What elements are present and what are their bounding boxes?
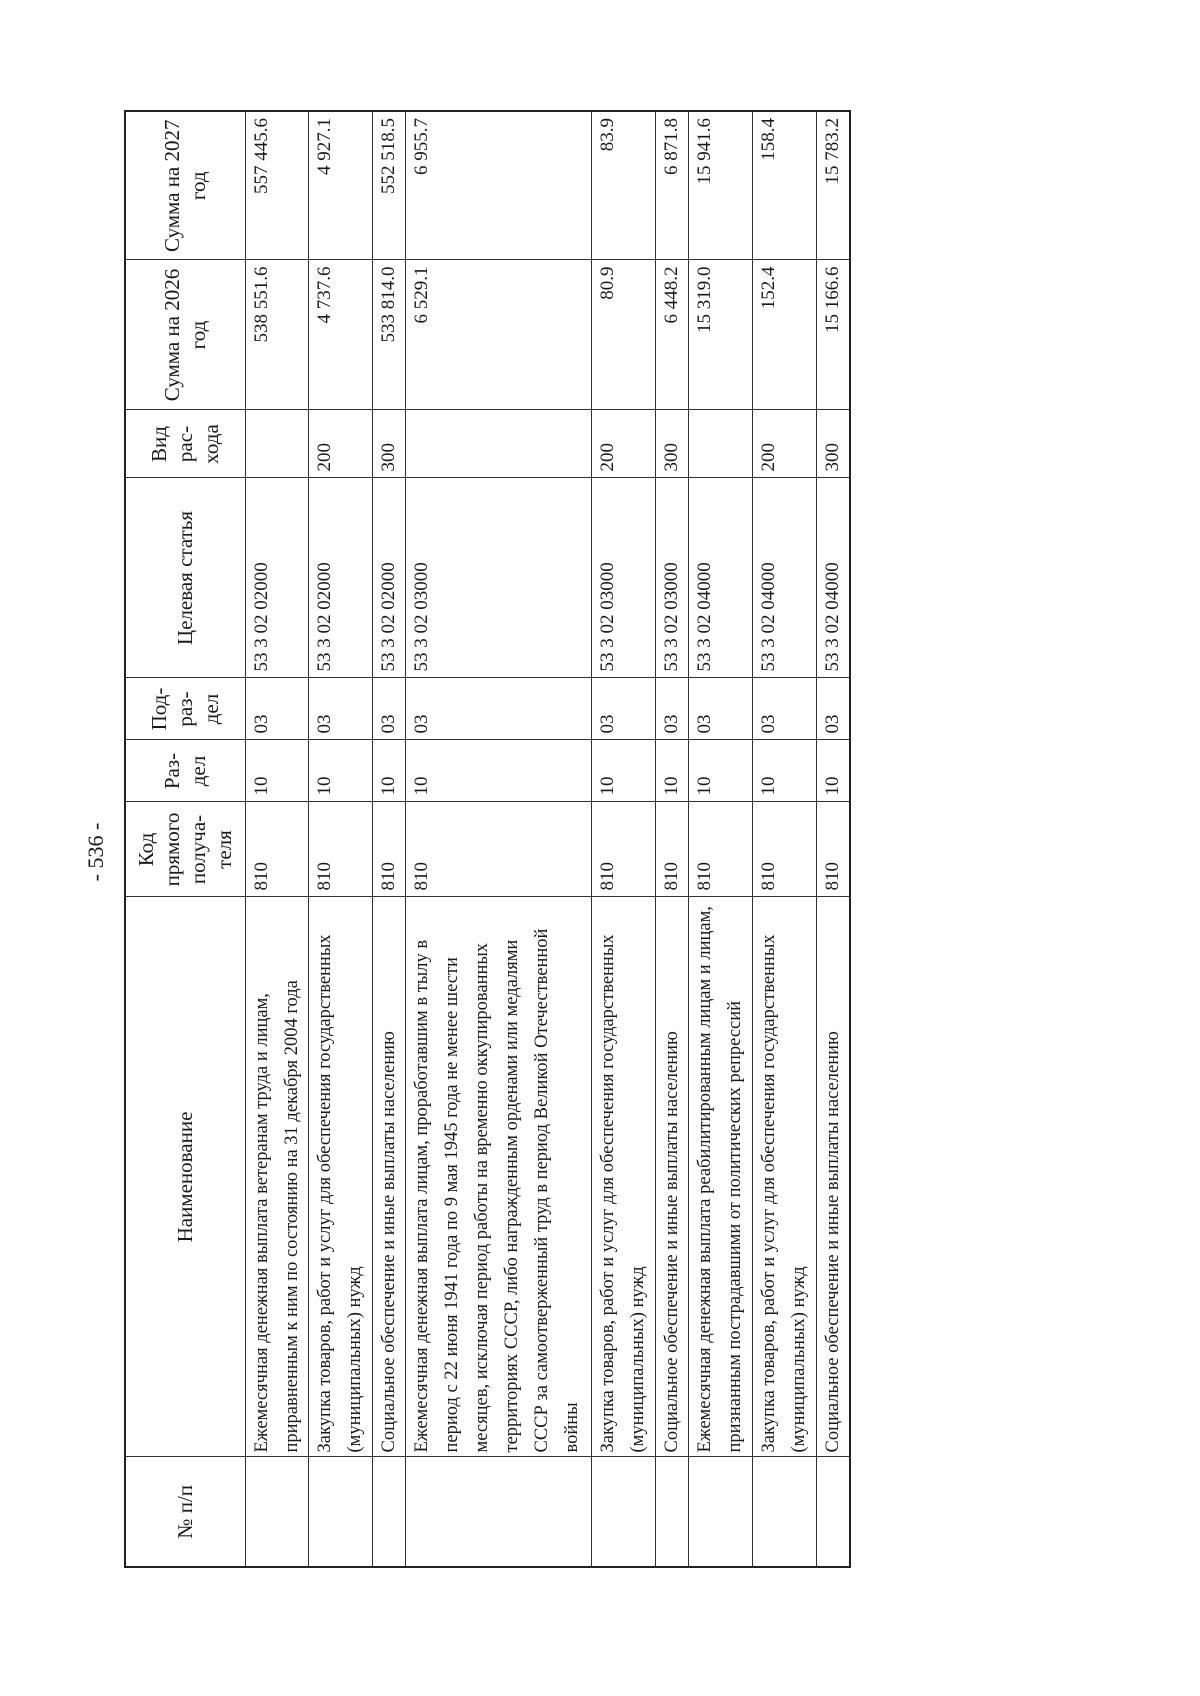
cell-podrazdel: 03 [245,678,309,740]
cell-statya: 53 3 02 04000 [752,478,816,678]
header-statya: Целевая статья [125,478,245,678]
table-row [688,111,752,1567]
cell-code: 810 [591,802,655,897]
cell-code: 810 [688,802,752,897]
cell-statya: 53 3 02 02000 [245,478,309,678]
cell-sum2027: 83.9 [591,111,655,260]
header-code: Код прямого получа-теля [125,802,245,897]
cell-razdel: 10 [373,740,406,802]
cell-sum2027: 15 783.2 [816,111,850,260]
cell-razdel: 10 [591,740,655,802]
header-sum2027: Сумма на 2027 год [125,111,245,260]
cell-num [406,1457,591,1567]
cell-code: 810 [245,802,309,897]
cell-sum2026: 533 814.0 [373,260,406,410]
cell-podrazdel: 03 [816,678,850,740]
cell-code: 810 [309,802,373,897]
cell-num [245,1457,309,1567]
cell-podrazdel: 03 [373,678,406,740]
cell-sum2026: 6 448.2 [655,260,688,410]
cell-podrazdel: 03 [309,678,373,740]
cell-razdel: 10 [816,740,850,802]
table-row [245,111,309,1567]
table-row [655,111,688,1567]
cell-name: Ежемесячная денежная выплата лицам, проработавшим в тылу в период с 22 июня 1941 года по 9 мая 1945 года не менее шести месяцев, исключая период работы на временно оккупированных территориях СССР, либо награжденным орденами или медалями СССР за самоотверженный труд в период Великой Отечественной войны [406,897,591,1457]
header-razdel: Раз-дел [125,740,245,802]
table-row [752,111,816,1567]
cell-code: 810 [752,802,816,897]
cell-sum2026: 538 551.6 [245,260,309,410]
cell-statya: 53 3 02 03000 [655,478,688,678]
cell-razdel: 10 [752,740,816,802]
cell-statya: 53 3 02 03000 [406,478,591,678]
cell-num [752,1457,816,1567]
header-name: Наименование [125,897,245,1457]
cell-statya: 53 3 02 04000 [688,478,752,678]
cell-name: Социальное обеспечение и иные выплаты населению [373,897,406,1457]
table-row [406,111,591,1567]
cell-name: Закупка товаров, работ и услуг для обеспечения государственных (муниципальных) нужд [309,897,373,1457]
cell-vid [406,410,591,478]
cell-code: 810 [816,802,850,897]
cell-vid [245,410,309,478]
header-vid: Вид рас-хода [125,410,245,478]
cell-sum2027: 4 927.1 [309,111,373,260]
cell-num [688,1457,752,1567]
cell-name: Закупка товаров, работ и услуг для обеспечения государственных (муниципальных) нужд [591,897,655,1457]
cell-sum2026: 15 319.0 [688,260,752,410]
table-row [816,111,850,1567]
cell-name: Ежемесячная денежная выплата ветеранам труда и лицам, приравненным к ним по состоянию на 31 декабря 2004 года [245,897,309,1457]
cell-num [816,1457,850,1567]
cell-sum2027: 15 941.6 [688,111,752,260]
cell-statya: 53 3 02 02000 [373,478,406,678]
cell-sum2026: 15 166.6 [816,260,850,410]
budget-table-sheet [124,112,851,1568]
cell-code: 810 [373,802,406,897]
cell-code: 810 [406,802,591,897]
table-row [591,111,655,1567]
cell-razdel: 10 [245,740,309,802]
cell-sum2027: 557 445.6 [245,111,309,260]
cell-sum2026: 80.9 [591,260,655,410]
table-row [373,111,406,1567]
cell-razdel: 10 [406,740,591,802]
cell-code: 810 [655,802,688,897]
cell-razdel: 10 [309,740,373,802]
cell-podrazdel: 03 [688,678,752,740]
cell-statya: 53 3 02 03000 [591,478,655,678]
cell-sum2027: 6 955.7 [406,111,591,260]
cell-vid: 200 [309,410,373,478]
cell-razdel: 10 [688,740,752,802]
cell-sum2027: 552 518.5 [373,111,406,260]
cell-vid: 300 [655,410,688,478]
cell-vid: 200 [752,410,816,478]
cell-podrazdel: 03 [752,678,816,740]
cell-num [591,1457,655,1567]
cell-razdel: 10 [655,740,688,802]
cell-vid: 300 [373,410,406,478]
header-num: № п/п [125,1457,245,1567]
cell-sum2027: 158.4 [752,111,816,260]
cell-num [655,1457,688,1567]
cell-sum2026: 4 737.6 [309,260,373,410]
cell-statya: 53 3 02 04000 [816,478,850,678]
cell-sum2026: 152.4 [752,260,816,410]
cell-num [373,1457,406,1567]
cell-sum2027: 6 871.8 [655,111,688,260]
cell-name: Социальное обеспечение и иные выплаты населению [816,897,850,1457]
cell-podrazdel: 03 [406,678,591,740]
cell-num [309,1457,373,1567]
budget-table [124,110,851,1568]
table-row [309,111,373,1567]
cell-name: Социальное обеспечение и иные выплаты населению [655,897,688,1457]
cell-podrazdel: 03 [655,678,688,740]
cell-statya: 53 3 02 02000 [309,478,373,678]
page-number: - 536 - [83,822,108,882]
table-header-row [125,111,245,1567]
cell-vid: 200 [591,410,655,478]
header-sum2026: Сумма на 2026 год [125,260,245,410]
cell-name: Ежемесячная денежная выплата реабилитированным лицам и лицам, признанным пострадавшими от политических репрессий [688,897,752,1457]
cell-sum2026: 6 529.1 [406,260,591,410]
cell-vid [688,410,752,478]
cell-podrazdel: 03 [591,678,655,740]
cell-name: Закупка товаров, работ и услуг для обеспечения государственных (муниципальных) нужд [752,897,816,1457]
cell-vid: 300 [816,410,850,478]
header-podrazdel: Под-раз-дел [125,678,245,740]
